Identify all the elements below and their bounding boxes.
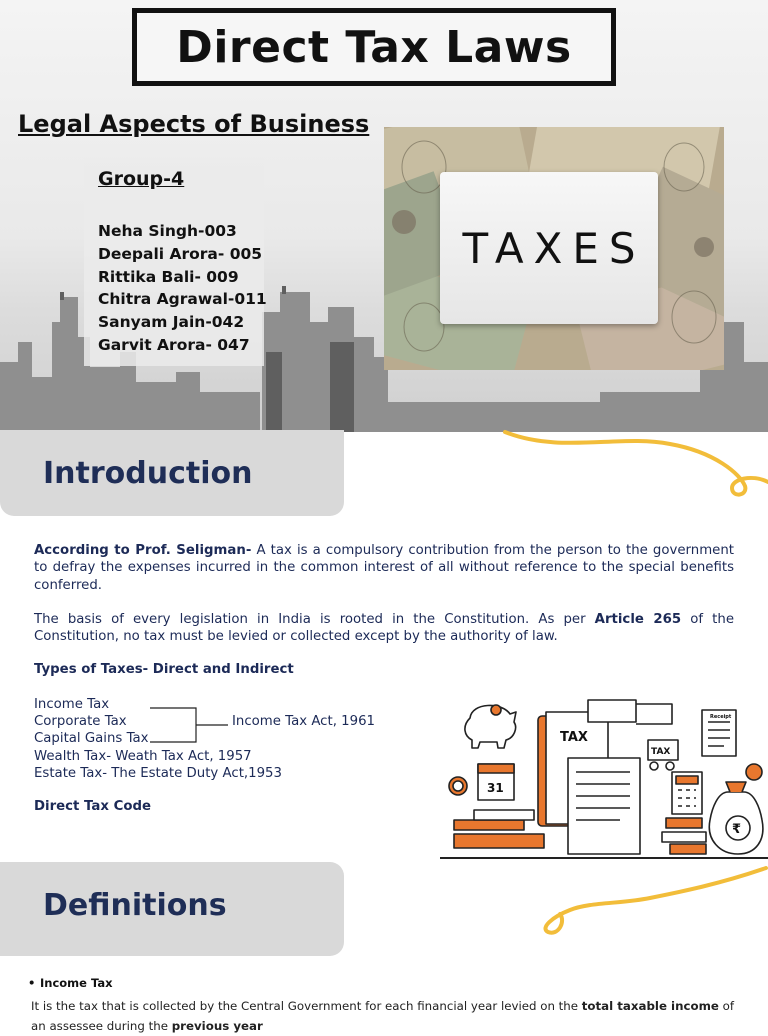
- seligman-text: A tax is a compulsory contribution from the person to the government to defray the expenses incurred in the common interest of all without reference to the special benefits conferred.: [34, 543, 734, 593]
- tax-list-item: Wealth Tax- Weath Tax Act, 1957: [34, 748, 252, 764]
- member-item: Deepali Arora- 005: [98, 244, 263, 263]
- definition-item-income-tax: • Income Tax: [40, 976, 113, 990]
- taxes-lightbox: [440, 172, 658, 324]
- member-item: Neha Singh-003: [98, 222, 237, 240]
- member-item: Rittika Bali- 009: [98, 267, 239, 286]
- definitions-tab: [0, 862, 344, 956]
- tax-list-item: Income Tax: [34, 697, 110, 712]
- seligman-definition: [34, 542, 734, 594]
- introduction-tab: [0, 430, 344, 516]
- article-265-paragraph: [34, 611, 734, 646]
- income-tax-act-label: Income Tax Act, 1961: [232, 714, 375, 729]
- member-list: [98, 220, 267, 357]
- member-item: Garvit Arora- 047: [98, 335, 250, 354]
- introduction-heading: Introduction: [43, 456, 253, 491]
- types-of-taxes-heading: Types of Taxes- Direct and Indirect: [34, 662, 294, 677]
- income-tax-bracket: [150, 707, 230, 743]
- definition-text-pre: It is the tax that is collected by the Central Government for each financial year levied on the: [31, 999, 582, 1013]
- illustration-tax-label: TAX: [560, 730, 588, 745]
- group-title: Group-4: [98, 168, 185, 190]
- rupee-symbol: ₹: [732, 822, 742, 837]
- direct-tax-code: Direct Tax Code: [34, 799, 152, 814]
- cover-section: [0, 0, 768, 432]
- article-text-pre: The basis of every legislation in India is rooted in the Constitution. As per: [34, 612, 595, 627]
- income-tax-definition: [31, 996, 741, 1036]
- receipt-label: Receipt: [710, 714, 732, 720]
- definitions-heading: Definitions: [43, 888, 227, 923]
- article-265-label: Article 265: [594, 612, 682, 627]
- seligman-label: According to Prof. Seligman-: [34, 543, 252, 558]
- subject-title: Legal Aspects of Business: [18, 110, 370, 138]
- tax-illustration: [440, 688, 768, 862]
- definition-bold-2: previous year: [171, 1019, 263, 1033]
- taxes-sign-text: TAXES: [462, 223, 646, 273]
- tax-list-item: Capital Gains Tax: [34, 731, 149, 747]
- article-text-post: of the Constitution, no tax must be levied or collected except by the authority of law.: [34, 612, 734, 645]
- member-item: Chitra Agrawal-011: [98, 290, 267, 309]
- illustration-tax-small: TAX: [651, 747, 671, 757]
- title-box: [132, 8, 616, 86]
- calendar-day: 31: [487, 781, 504, 795]
- tax-list-item: Estate Tax- The Estate Duty Act,1953: [34, 765, 282, 781]
- decorative-squiggle: [500, 424, 768, 504]
- definition-text-post: of an assessee during the: [31, 999, 735, 1033]
- tax-list-item: Corporate Tax: [34, 714, 127, 730]
- definition-bold: total taxable income: [581, 999, 719, 1013]
- decorative-squiggle-2: [530, 862, 768, 936]
- page-title: Direct Tax Laws: [176, 21, 572, 73]
- member-item: Sanyam Jain-042: [98, 313, 245, 332]
